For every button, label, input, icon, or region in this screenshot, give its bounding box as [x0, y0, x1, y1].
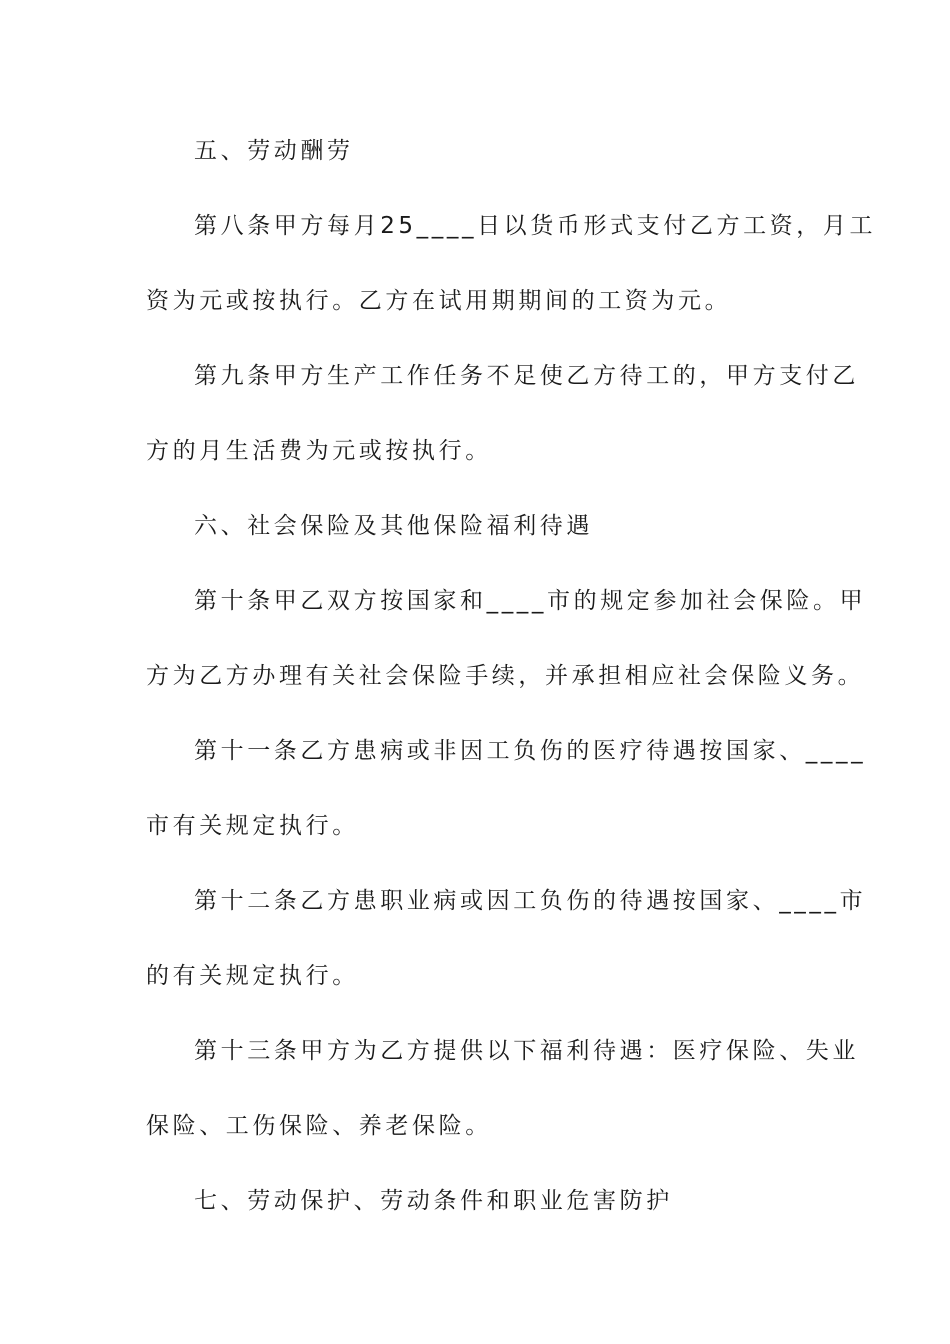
- section-heading-labor-remuneration: 五、劳动酬劳: [194, 138, 354, 164]
- article-12-line-2: 的有关规定执行。: [146, 963, 359, 989]
- article-11-line-1: 第十一条乙方患病或非因工负伤的医疗待遇按国家、____: [194, 738, 867, 764]
- article-8-line-2: 资为元或按执行。乙方在试用期期间的工资为元。: [146, 288, 732, 314]
- article-9-line-2: 方的月生活费为元或按执行。: [146, 438, 492, 464]
- article-9-line-1: 第九条甲方生产工作任务不足使乙方待工的，甲方支付乙: [194, 363, 859, 389]
- section-heading-labor-protection: 七、劳动保护、劳动条件和职业危害防护: [194, 1188, 673, 1214]
- article-13-line-2: 保险、工伤保险、养老保险。: [146, 1113, 492, 1139]
- article-10-line-1: 第十条甲乙双方按国家和____市的规定参加社会保险。甲: [194, 588, 867, 614]
- article-11-line-2: 市有关规定执行。: [146, 813, 359, 839]
- article-12-line-1: 第十二条乙方患职业病或因工负伤的待遇按国家、____市: [194, 888, 867, 914]
- section-heading-social-insurance: 六、社会保险及其他保险福利待遇: [194, 513, 593, 539]
- article-10-line-2: 方为乙方办理有关社会保险手续，并承担相应社会保险义务。: [146, 663, 865, 689]
- article-13-line-1: 第十三条甲方为乙方提供以下福利待遇：医疗保险、失业: [194, 1038, 859, 1064]
- article-8-line-1: 第八条甲方每月25____日以货币形式支付乙方工资，月工: [194, 213, 877, 239]
